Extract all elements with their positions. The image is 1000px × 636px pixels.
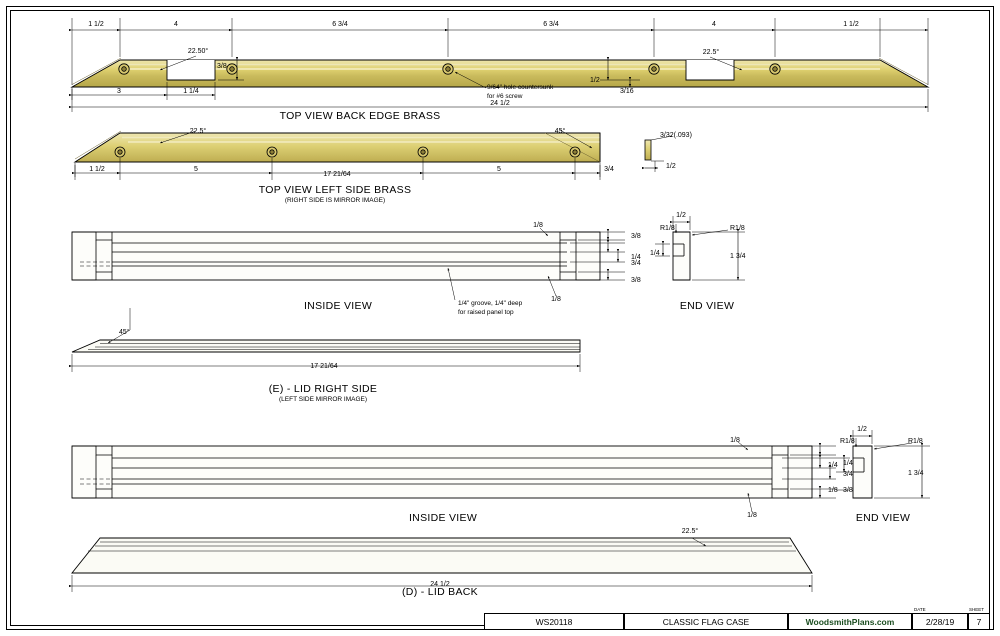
dim-label-5-a: 5 bbox=[194, 166, 198, 173]
view-lid-right-inside-geometry bbox=[72, 228, 625, 300]
dim-label-1-1-2-right: 1 1/2 bbox=[843, 21, 859, 28]
dim-label-1-1-2-left: 1 1/2 bbox=[88, 21, 104, 28]
dim-label-4-right: 4 bbox=[712, 21, 716, 28]
dim-label-1-4-v7: 1/4 bbox=[828, 462, 838, 469]
angle-label-22-5-v8: 22.5° bbox=[681, 528, 699, 535]
title-block-publisher: WoodsmithPlans.com bbox=[788, 613, 912, 630]
view-lid-back-inside-geometry bbox=[72, 442, 836, 512]
angle-label-45-v5: 45° bbox=[119, 329, 130, 336]
dim-label-r1-8-left-v7: R1/8 bbox=[840, 438, 855, 445]
view-title-top-back-edge-brass: TOP VIEW BACK EDGE BRASS bbox=[279, 110, 441, 122]
title-block-date: 2/28/19 bbox=[912, 613, 968, 630]
dim-label-3-8-top-v3: 3/8 bbox=[631, 233, 641, 240]
view-title-lid-back-inside: INSIDE VIEW bbox=[408, 512, 478, 524]
dim-label-3-4-v6: 3/4 bbox=[843, 471, 853, 478]
note-countersink-line1: 9/64" hole countersunk bbox=[487, 84, 554, 91]
dim-label-1-1-2-v2: 1 1/2 bbox=[89, 166, 105, 173]
angle-label-22-50: 22.50° bbox=[187, 48, 209, 55]
dim-label-1-8-v7: 1/8 bbox=[828, 487, 838, 494]
dim-label-1-2: 1/2 bbox=[590, 77, 600, 84]
angle-label-22-5-right: 22.5° bbox=[702, 49, 720, 56]
dim-label-r1-8-left-v4: R1/8 bbox=[660, 225, 675, 232]
dim-label-6-3-4-a: 6 3/4 bbox=[332, 21, 348, 28]
dim-label-3: 3 bbox=[117, 88, 121, 95]
view-title-lid-right-inside: INSIDE VIEW bbox=[303, 300, 373, 312]
dim-label-1-4-v3: 1/4 bbox=[631, 254, 641, 261]
title-block-sheet-label: SHEET bbox=[969, 607, 985, 612]
view-title-lid-back: (D) - LID BACK bbox=[402, 586, 478, 598]
view-title-lid-back-end: END VIEW bbox=[855, 512, 911, 524]
note-countersink-line2: for #6 screw bbox=[487, 93, 523, 100]
dim-label-3-8-v6: 3/8 bbox=[843, 487, 853, 494]
title-block-plan-number: WS20118 bbox=[484, 613, 624, 630]
dim-label-24-1-2: 24 1/2 bbox=[490, 100, 510, 107]
dim-label-6-3-4-b: 6 3/4 bbox=[543, 21, 559, 28]
dim-label-3-4-v3: 3/4 bbox=[631, 260, 641, 267]
view-subtitle-lid-right-side: (LEFT SIDE MIRROR IMAGE) bbox=[279, 396, 367, 403]
view-title-lid-right-end: END VIEW bbox=[679, 300, 735, 312]
dim-label-1-3-4-v7: 1 3/4 bbox=[908, 470, 924, 477]
angle-label-22-5-v2: 22.5° bbox=[189, 128, 207, 135]
angle-label-45-v2: 45° bbox=[554, 128, 566, 135]
dim-label-24-1-2-v8: 24 1/2 bbox=[430, 581, 450, 588]
dim-label-1-4-v6: 1/4 bbox=[843, 460, 853, 467]
view-title-top-left-side-brass: TOP VIEW LEFT SIDE BRASS bbox=[258, 184, 412, 196]
dim-label-17-21-64-v2: 17 21/64 bbox=[323, 171, 351, 178]
dim-label-1-8-top-v6: 1/8 bbox=[730, 437, 740, 444]
dim-label-1-1-4: 1 1/4 bbox=[183, 88, 199, 95]
title-block-project-title: CLASSIC FLAG CASE bbox=[624, 613, 788, 630]
dim-label-r1-8-right-v7: R1/8 bbox=[908, 438, 923, 445]
title-block-date-label: DATE bbox=[914, 607, 926, 612]
title-block-sheet-number: 7 bbox=[968, 613, 990, 630]
dim-label-3-16: 3/16 bbox=[620, 88, 634, 95]
dim-label-1-3-4-v4: 1 3/4 bbox=[730, 253, 746, 260]
note-groove-line2: for raised panel top bbox=[458, 309, 514, 316]
dim-label-3-8-bot-v3: 3/8 bbox=[631, 277, 641, 284]
dim-label-4-left: 4 bbox=[174, 21, 178, 28]
dim-label-17-21-64-v5: 17 21/64 bbox=[310, 363, 338, 370]
dim-label-5-b: 5 bbox=[497, 166, 501, 173]
dim-label-3-4-v2: 3/4 bbox=[604, 166, 614, 173]
dim-label-1-2-v4: 1/2 bbox=[676, 212, 686, 219]
view-top-left-side-brass-geometry bbox=[75, 130, 672, 180]
dim-label-1-8-top-v3: 1/8 bbox=[533, 222, 543, 229]
dim-label-r1-8-right-v4: R1/8 bbox=[730, 225, 745, 232]
dim-label-1-8-bot-v6: 1/8 bbox=[747, 512, 757, 519]
view-subtitle-top-left-side-brass: (RIGHT SIDE IS MIRROR IMAGE) bbox=[284, 197, 386, 204]
dim-label-1-8-bot-v3: 1/8 bbox=[551, 296, 561, 303]
dim-label-1-4-v4: 1/4 bbox=[650, 250, 660, 257]
dim-label-1-2-v2: 1/2 bbox=[666, 163, 676, 170]
dim-label-1-2-v7: 1/2 bbox=[857, 426, 867, 433]
view-title-lid-right-side: (E) - LID RIGHT SIDE bbox=[268, 383, 378, 395]
note-groove-line1: 1/4" groove, 1/4" deep bbox=[458, 300, 523, 307]
dim-label-3-32: 3/32(.093) bbox=[660, 132, 692, 139]
dim-label-3-8-notch: 3/8 bbox=[217, 63, 227, 70]
